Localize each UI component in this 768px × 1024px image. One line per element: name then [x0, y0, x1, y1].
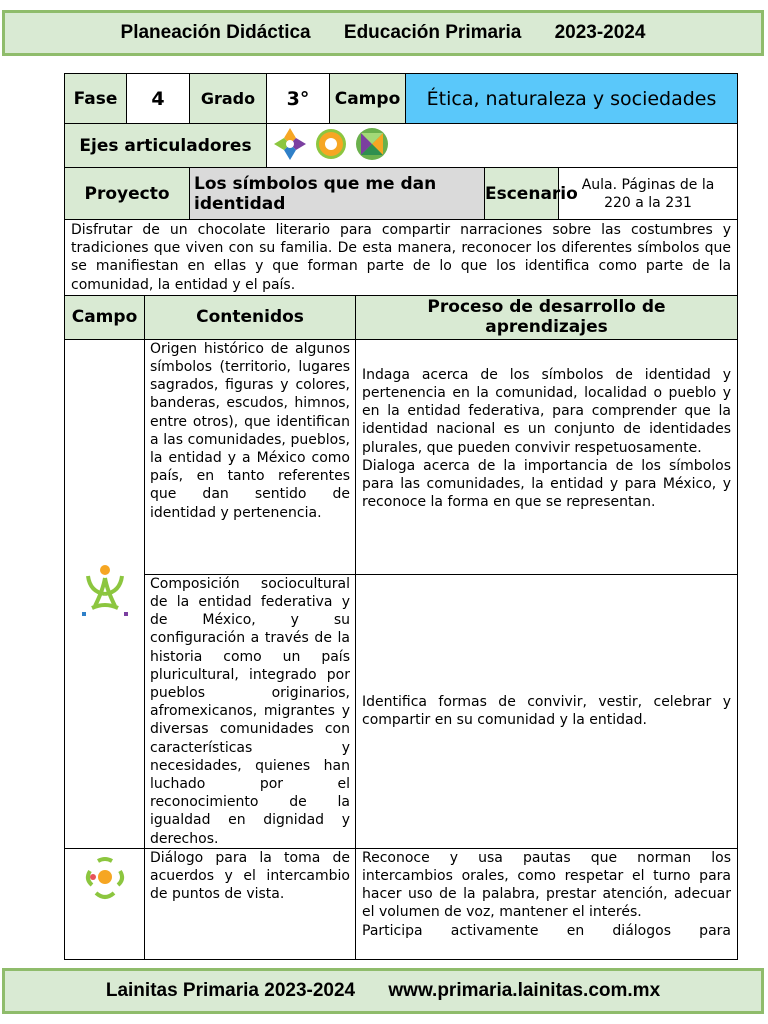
proceso-paragraph: Participa activamente en diálogos para — [362, 922, 731, 939]
contenido-cell: Origen histórico de algunos símbolos (territorio, lugares sagrados, figuras y colores, banderas, escudos, himnos, entre otros), que identifican a las comunidades, pueblos, la entidad y a México como país, en tanto referentes que dan sentido de identidad y pertenencia. — [145, 339, 356, 574]
document-title: Planeación Didáctica — [120, 22, 311, 43]
fase-label: Fase — [65, 74, 127, 124]
etica-naturaleza-sociedades-icon — [80, 562, 130, 626]
inclusion-icon — [272, 126, 308, 166]
contenido-cell: Diálogo para la toma de acuerdos y el intercambio de puntos de vista. — [145, 848, 356, 959]
school-year: 2023-2024 — [554, 22, 646, 43]
escenario-value: Aula. Páginas de la 220 a la 231 — [559, 168, 738, 220]
campo-cell-lenguajes — [65, 848, 145, 959]
planning-sheet — [64, 73, 737, 960]
project-description: Disfrutar de un chocolate literario para compartir narraciones sobre las costumbres y tradiciones que viven con su familia. De esta manera, reconocer los diferentes símbolos que se manifiestan en ellas y que forman parte de lo que los identifica como parte de la comunidad, la entidad y el país. — [65, 220, 738, 296]
proceso-paragraph: Reconoce y usa pautas que norman los intercambios orales, como respetar el turno para hacer uso de la palabra, prestar atención, adecuar el volumen de voz, mantener el interés. — [362, 849, 731, 921]
proceso-cell — [356, 339, 738, 574]
campo-cell-etica — [65, 339, 145, 848]
ejes-label: Ejes articuladores — [65, 124, 267, 168]
education-level: Educación Primaria — [343, 22, 522, 43]
proyecto-label: Proyecto — [65, 168, 190, 220]
escenario-label: Escenario — [485, 168, 559, 220]
footer-name: Lainitas Primaria 2023-2024 — [105, 980, 356, 1001]
interculturalidad-icon — [354, 126, 390, 166]
campo-column-header: Campo — [65, 295, 145, 339]
grado-value: 3° — [267, 74, 330, 124]
contenido-cell: Composición sociocultural de la entidad federativa y de México, y su configuración a través de la historia como un país pluricultural, integrado por pueblos originarios, afromexicanos, migrantes y diversas comunidades con características y necesidades, quienes han luchado por el reconocimiento de la igualdad en dignidad y derechos. — [145, 574, 356, 848]
footer-banner — [2, 968, 764, 1014]
campo-label: Campo — [330, 74, 406, 124]
lenguajes-icon — [82, 855, 128, 909]
proceso-column-header: Proceso de desarrollo de aprendizajes — [356, 295, 738, 339]
proceso-cell — [356, 848, 738, 959]
info-table — [64, 73, 738, 296]
header-banner — [2, 10, 764, 56]
proceso-cell — [356, 574, 738, 848]
ejes-icons — [267, 124, 738, 168]
pensamiento-critico-icon — [313, 126, 349, 166]
proceso-paragraph: Indaga acerca de los símbolos de identidad y pertenencia en la comunidad, localidad o pueblo y en la entidad federativa, para comprender que la identidad nacional es un conjunto de identidades plurales, que pueden convivir respetuosamente. — [362, 366, 731, 456]
contenidos-column-header: Contenidos — [145, 295, 356, 339]
fase-value: 4 — [127, 74, 190, 124]
learning-table — [64, 295, 738, 960]
proceso-paragraph: Dialoga acerca de la importancia de los símbolos para las comunidades, la entidad y para México, y reconoce la forma en que se representan. — [362, 457, 731, 511]
footer-url[interactable]: www.primaria.lainitas.com.mx — [388, 980, 661, 1001]
proyecto-value: Los símbolos que me dan identidad — [190, 168, 485, 220]
proceso-paragraph: Identifica formas de convivir, vestir, celebrar y compartir en su comunidad y la entidad. — [362, 694, 731, 729]
campo-value: Ética, naturaleza y sociedades — [406, 74, 738, 124]
grado-label: Grado — [190, 74, 267, 124]
